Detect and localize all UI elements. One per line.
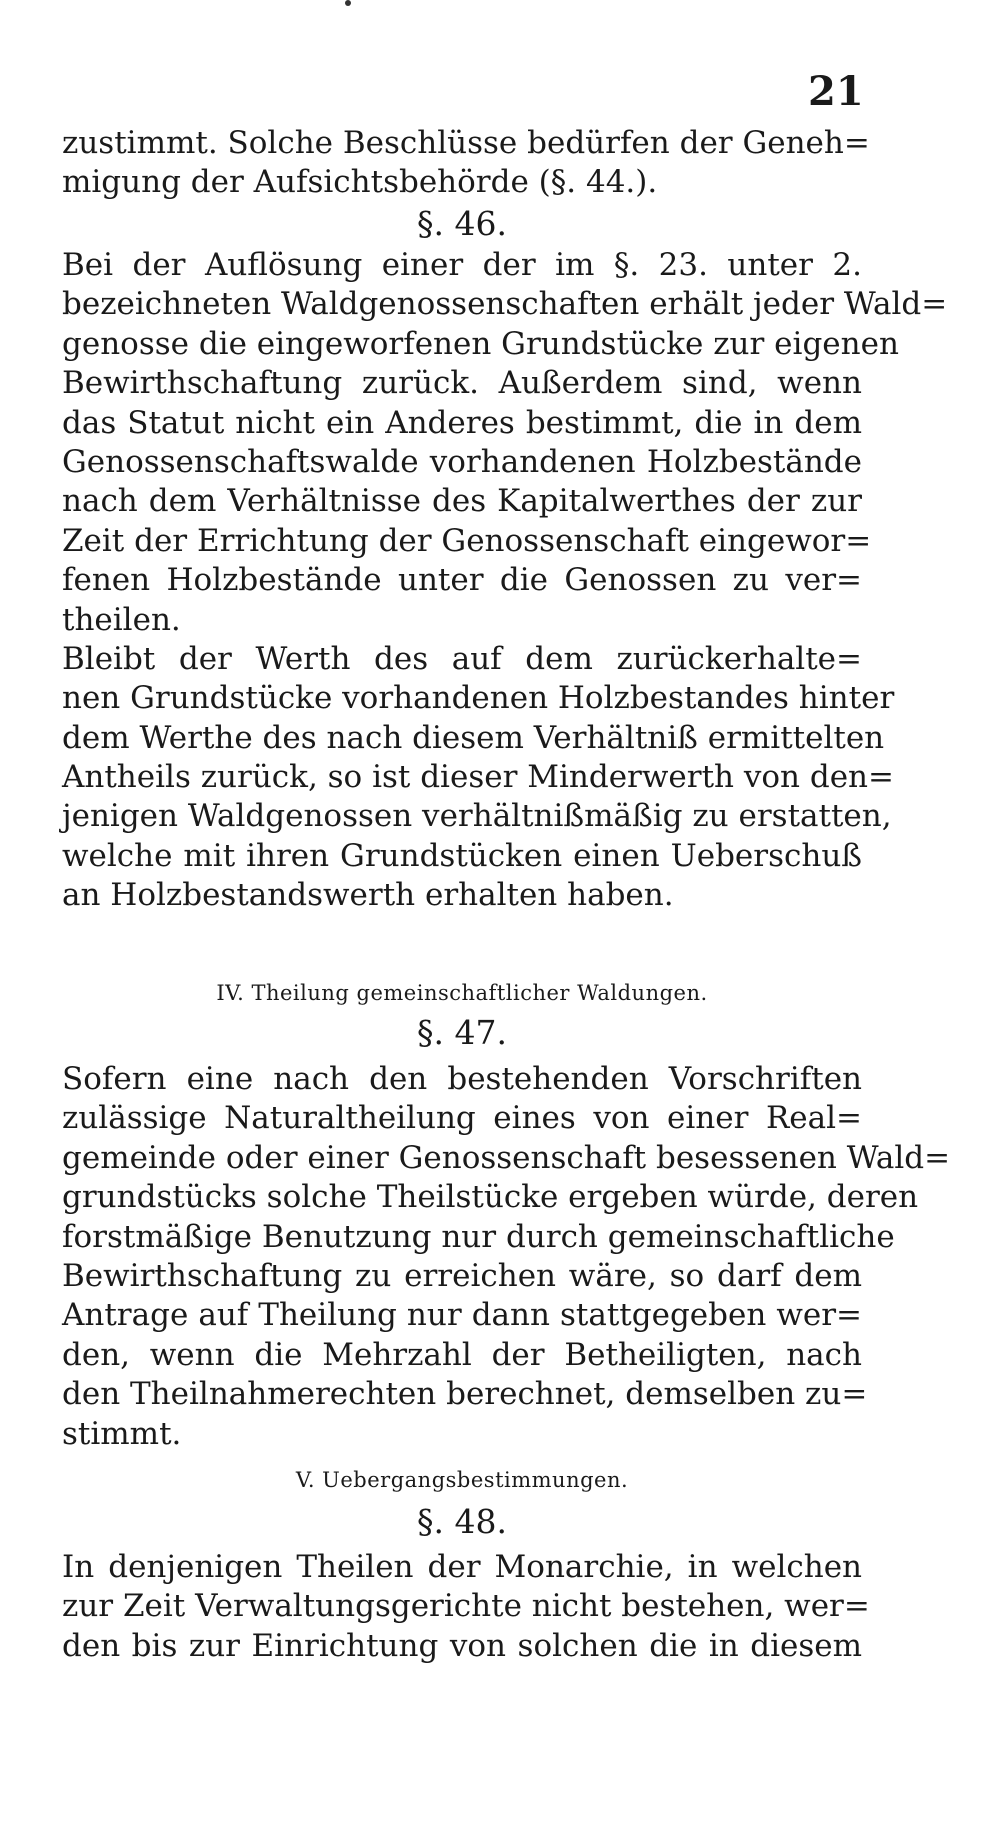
subheading-v: V. Uebergangsbestimmungen. (295, 1468, 629, 1492)
paragraph-section-46 (62, 246, 948, 916)
text-line: theilen. (62, 601, 181, 638)
text-line: Genossenschaftswalde vorhandenen Holzbestände (62, 443, 862, 480)
text-line: nen Grundstücke vorhandenen Holzbestandes hinter (62, 680, 895, 717)
text-line: forstmäßige Benutzung nur durch gemeinschaftliche (62, 1218, 895, 1255)
subheading-iv: IV. Theilung gemeinschaftlicher Waldungen. (216, 981, 708, 1005)
text-line: Bewirthschaftung zurück. Außerdem sind, wenn (62, 365, 862, 402)
text-line: jenigen Waldgenossen verhältnißmäßig zu erstatten, (62, 798, 892, 835)
text-line: Bei der Auflösung einer der im §. 23. unter 2. (62, 247, 862, 283)
text-line: In denjenigen Theilen der Monarchie, in welchen (62, 1549, 862, 1585)
text-line: fenen Holzbestände unter die Genossen zu ver= (62, 562, 862, 599)
text-line: bezeichneten Waldgenossenschaften erhält jeder Wald= (62, 286, 948, 323)
section-heading-48: §. 48. (417, 1502, 507, 1541)
text-line: stimmt. (62, 1415, 182, 1452)
section-heading-46: §. 46. (417, 204, 507, 243)
text-line: dem Werthe des nach diesem Verhältniß ermittelten (62, 719, 885, 756)
paragraph-section-47 (62, 1060, 951, 1454)
text-line: den, wenn die Mehrzahl der Betheiligten, nach (62, 1336, 862, 1373)
text-line: migung der Aufsichtsbehörde (§. 44.). (62, 164, 658, 201)
text-line: Bleibt der Werth des auf dem zurückerhalte= (62, 640, 862, 677)
text-line: grundstücks solche Theilstücke ergeben würde, deren (62, 1179, 919, 1216)
paragraph-top (62, 124, 870, 203)
text-line: Sofern eine nach den bestehenden Vorschriften (62, 1061, 862, 1097)
text-line: nach dem Verhältnisse des Kapitalwerthes der zur (62, 483, 862, 520)
text-line: den Theilnahmerechten berechnet, demselben zu= (62, 1376, 868, 1413)
text-line: den bis zur Einrichtung von solchen die in diesem (62, 1627, 862, 1664)
text-line: gemeinde oder einer Genossenschaft besessenen Wald= (62, 1139, 951, 1176)
paragraph-section-48 (62, 1548, 870, 1666)
text-line: zur Zeit Verwaltungsgerichte nicht bestehen, wer= (62, 1588, 870, 1625)
section-heading-47: §. 47. (417, 1013, 507, 1052)
text-line: Bewirthschaftung zu erreichen wäre, so darf dem (62, 1257, 862, 1294)
text-line: Antheils zurück, so ist dieser Minderwerth von den= (62, 759, 894, 796)
text-line: das Statut nicht ein Anderes bestimmt, die in dem (62, 404, 862, 441)
text-line: zustimmt. Solche Beschlüsse bedürfen der Geneh= (62, 125, 870, 161)
text-line: genosse die eingeworfenen Grundstücke zur eigenen (62, 325, 899, 362)
page-number: 21 (808, 68, 864, 115)
text-line: Zeit der Errichtung der Genossenschaft eingewor= (62, 522, 872, 559)
print-speck (345, 0, 351, 6)
text-line: Antrage auf Theilung nur dann stattgegeben wer= (62, 1297, 862, 1334)
text-line: zulässige Naturaltheilung eines von einer Real= (62, 1100, 862, 1137)
text-line: an Holzbestandswerth erhalten haben. (62, 877, 674, 914)
text-line: welche mit ihren Grundstücken einen Ueberschuß (62, 837, 862, 874)
